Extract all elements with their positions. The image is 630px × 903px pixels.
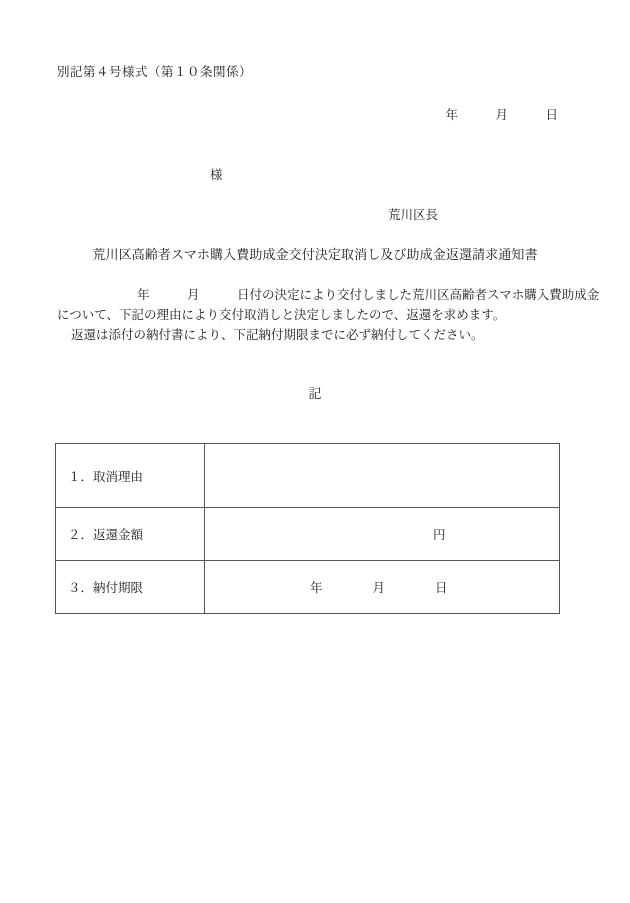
cancellation-reason-label: １．取消理由	[56, 444, 205, 508]
form-code-label: 別記第４号様式（第１０条関係）	[57, 65, 253, 79]
addressee-line: 様	[210, 168, 223, 182]
ki-marker: 記	[308, 386, 322, 401]
table-row	[56, 444, 560, 508]
refund-amount-value[interactable]	[205, 508, 560, 561]
payment-deadline-value[interactable]	[205, 561, 560, 614]
issuer-name: 荒川区長	[388, 208, 439, 222]
refund-amount-text: 円	[433, 528, 446, 542]
payment-deadline-label: ３．納付期限	[56, 561, 205, 614]
payment-deadline-text: 年 月 日	[310, 581, 448, 595]
body-line-1: 年 月 日付の決定により交付しました荒川区高齢者スマホ購入費助成金	[137, 288, 600, 302]
body-line-2: について、下記の理由により交付取消しと決定しましたので、返還を求めます。	[57, 308, 506, 322]
table-row	[56, 561, 560, 614]
refund-amount-label: ２．返還金額	[56, 508, 205, 561]
issue-date-line: 年 月 日	[445, 108, 558, 122]
document-title: 荒川区高齢者スマホ購入費助成金交付決定取消し及び助成金返還請求通知書	[92, 247, 538, 262]
cancellation-reason-value[interactable]	[205, 444, 560, 508]
body-line-3: 返還は添付の納付書により、下記納付期限までに必ず納付してください。	[71, 328, 484, 342]
table-row	[56, 508, 560, 561]
details-table	[55, 443, 560, 614]
body-text	[57, 285, 600, 345]
